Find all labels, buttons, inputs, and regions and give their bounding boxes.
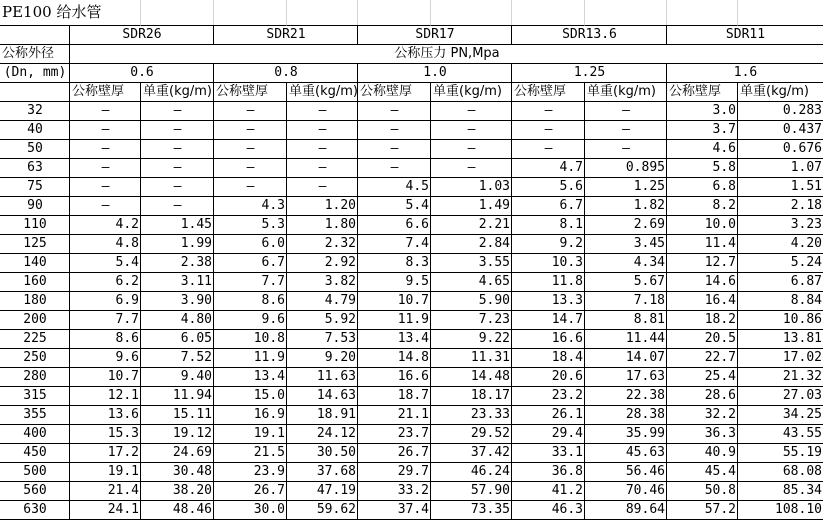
- wall-thickness-cell[interactable]: 25.4: [666, 367, 738, 387]
- diameter-cell[interactable]: 75: [0, 177, 70, 197]
- unit-weight-cell[interactable]: 9.20: [286, 348, 358, 368]
- wall-thickness-cell[interactable]: 12.7: [666, 253, 738, 273]
- wall-thickness-cell[interactable]: —: [357, 101, 431, 121]
- unit-weight-cell[interactable]: 73.35: [430, 500, 512, 520]
- unit-weight-cell[interactable]: —: [286, 120, 358, 140]
- wall-thickness-cell[interactable]: 22.7: [666, 348, 738, 368]
- unit-weight-cell[interactable]: —: [140, 196, 214, 216]
- wall-thickness-cell[interactable]: 23.7: [357, 424, 431, 444]
- wall-thickness-cell[interactable]: 17.2: [69, 443, 141, 463]
- wall-thickness-cell[interactable]: 4.2: [69, 215, 141, 235]
- wall-thickness-cell[interactable]: 11.9: [357, 310, 431, 330]
- wall-thickness-cell[interactable]: —: [213, 158, 287, 178]
- unit-weight-cell[interactable]: 17.02: [737, 348, 823, 368]
- unit-weight-cell[interactable]: 8.84: [737, 291, 823, 311]
- unit-weight-cell[interactable]: 3.23: [737, 215, 823, 235]
- sdr-header-sdr26[interactable]: SDR26: [69, 25, 214, 45]
- unit-weight-cell[interactable]: 1.49: [430, 196, 512, 216]
- wall-thickness-cell[interactable]: 6.8: [666, 177, 738, 197]
- wall-thickness-cell[interactable]: 8.6: [213, 291, 287, 311]
- diameter-cell[interactable]: 140: [0, 253, 70, 273]
- wall-thickness-cell[interactable]: 16.4: [666, 291, 738, 311]
- col-header-unit-weight[interactable]: 单重(kg/m): [140, 82, 214, 102]
- empty-cell[interactable]: [666, 0, 738, 26]
- unit-weight-cell[interactable]: 2.21: [430, 215, 512, 235]
- col-header-unit-weight[interactable]: 单重(kg/m): [286, 82, 358, 102]
- unit-weight-cell[interactable]: 2.92: [286, 253, 358, 273]
- unit-weight-cell[interactable]: 7.18: [584, 291, 667, 311]
- unit-weight-cell[interactable]: 30.48: [140, 462, 214, 482]
- wall-thickness-cell[interactable]: —: [357, 158, 431, 178]
- sdr-header-sdr21[interactable]: SDR21: [213, 25, 358, 45]
- unit-weight-cell[interactable]: 37.42: [430, 443, 512, 463]
- wall-thickness-cell[interactable]: —: [357, 120, 431, 140]
- wall-thickness-cell[interactable]: 20.6: [511, 367, 585, 387]
- wall-thickness-cell[interactable]: 6.6: [357, 215, 431, 235]
- unit-weight-cell[interactable]: 59.62: [286, 500, 358, 520]
- unit-weight-cell[interactable]: —: [430, 120, 512, 140]
- empty-cell[interactable]: [357, 0, 431, 26]
- unit-weight-cell[interactable]: 1.45: [140, 215, 214, 235]
- unit-weight-cell[interactable]: 11.63: [286, 367, 358, 387]
- unit-weight-cell[interactable]: 1.20: [286, 196, 358, 216]
- wall-thickness-cell[interactable]: 18.2: [666, 310, 738, 330]
- diameter-cell[interactable]: 315: [0, 386, 70, 406]
- diameter-cell[interactable]: 180: [0, 291, 70, 311]
- wall-thickness-cell[interactable]: —: [69, 177, 141, 197]
- unit-weight-cell[interactable]: 23.33: [430, 405, 512, 425]
- wall-thickness-cell[interactable]: 5.6: [511, 177, 585, 197]
- unit-weight-cell[interactable]: —: [286, 177, 358, 197]
- wall-thickness-cell[interactable]: 7.7: [69, 310, 141, 330]
- diameter-cell[interactable]: 40: [0, 120, 70, 140]
- unit-weight-cell[interactable]: 43.55: [737, 424, 823, 444]
- unit-weight-cell[interactable]: 46.24: [430, 462, 512, 482]
- wall-thickness-cell[interactable]: 33.1: [511, 443, 585, 463]
- wall-thickness-cell[interactable]: 14.8: [357, 348, 431, 368]
- wall-thickness-cell[interactable]: 7.4: [357, 234, 431, 254]
- wall-thickness-cell[interactable]: 4.8: [69, 234, 141, 254]
- unit-weight-cell[interactable]: 38.20: [140, 481, 214, 501]
- wall-thickness-cell[interactable]: —: [511, 101, 585, 121]
- col-header-wall-thickness[interactable]: 公称壁厚: [357, 82, 431, 102]
- wall-thickness-cell[interactable]: 7.7: [213, 272, 287, 292]
- unit-weight-cell[interactable]: 14.07: [584, 348, 667, 368]
- unit-weight-cell[interactable]: 15.11: [140, 405, 214, 425]
- wall-thickness-cell[interactable]: 36.3: [666, 424, 738, 444]
- unit-weight-cell[interactable]: —: [140, 139, 214, 159]
- unit-weight-cell[interactable]: 11.44: [584, 329, 667, 349]
- wall-thickness-cell[interactable]: 16.9: [213, 405, 287, 425]
- unit-weight-cell[interactable]: 0.437: [737, 120, 823, 140]
- unit-weight-cell[interactable]: 22.38: [584, 386, 667, 406]
- unit-weight-cell[interactable]: 89.64: [584, 500, 667, 520]
- diameter-cell[interactable]: 63: [0, 158, 70, 178]
- col-header-wall-thickness[interactable]: 公称壁厚: [666, 82, 738, 102]
- wall-thickness-cell[interactable]: 11.9: [213, 348, 287, 368]
- empty-cell[interactable]: [584, 0, 667, 26]
- unit-weight-cell[interactable]: 5.90: [430, 291, 512, 311]
- unit-weight-cell[interactable]: 6.87: [737, 272, 823, 292]
- wall-thickness-cell[interactable]: —: [213, 139, 287, 159]
- unit-weight-cell[interactable]: 35.99: [584, 424, 667, 444]
- wall-thickness-cell[interactable]: 28.6: [666, 386, 738, 406]
- unit-weight-cell[interactable]: 4.20: [737, 234, 823, 254]
- wall-thickness-cell[interactable]: 6.7: [511, 196, 585, 216]
- wall-thickness-cell[interactable]: 36.8: [511, 462, 585, 482]
- wall-thickness-cell[interactable]: 26.1: [511, 405, 585, 425]
- unit-weight-cell[interactable]: 3.90: [140, 291, 214, 311]
- wall-thickness-cell[interactable]: 5.8: [666, 158, 738, 178]
- unit-weight-cell[interactable]: —: [140, 158, 214, 178]
- unit-weight-cell[interactable]: —: [286, 158, 358, 178]
- sdr-header-sdr17[interactable]: SDR17: [357, 25, 512, 45]
- wall-thickness-cell[interactable]: 9.2: [511, 234, 585, 254]
- diameter-unit[interactable]: (Dn, mm): [0, 63, 70, 83]
- unit-weight-cell[interactable]: 4.65: [430, 272, 512, 292]
- wall-thickness-cell[interactable]: 23.9: [213, 462, 287, 482]
- unit-weight-cell[interactable]: 21.32: [737, 367, 823, 387]
- wall-thickness-cell[interactable]: —: [69, 101, 141, 121]
- wall-thickness-cell[interactable]: 13.4: [357, 329, 431, 349]
- unit-weight-cell[interactable]: 0.676: [737, 139, 823, 159]
- unit-weight-cell[interactable]: 4.79: [286, 291, 358, 311]
- wall-thickness-cell[interactable]: —: [213, 120, 287, 140]
- wall-thickness-cell[interactable]: 9.5: [357, 272, 431, 292]
- wall-thickness-cell[interactable]: 3.7: [666, 120, 738, 140]
- wall-thickness-cell[interactable]: 4.3: [213, 196, 287, 216]
- unit-weight-cell[interactable]: 34.25: [737, 405, 823, 425]
- pressure-value[interactable]: 1.25: [511, 63, 667, 83]
- wall-thickness-cell[interactable]: 6.9: [69, 291, 141, 311]
- wall-thickness-cell[interactable]: 5.4: [69, 253, 141, 273]
- unit-weight-cell[interactable]: 3.82: [286, 272, 358, 292]
- unit-weight-cell[interactable]: 19.12: [140, 424, 214, 444]
- wall-thickness-cell[interactable]: 21.1: [357, 405, 431, 425]
- wall-thickness-cell[interactable]: 4.5: [357, 177, 431, 197]
- unit-weight-cell[interactable]: 29.52: [430, 424, 512, 444]
- diameter-cell[interactable]: 110: [0, 215, 70, 235]
- wall-thickness-cell[interactable]: 16.6: [511, 329, 585, 349]
- wall-thickness-cell[interactable]: —: [511, 120, 585, 140]
- wall-thickness-cell[interactable]: —: [69, 120, 141, 140]
- unit-weight-cell[interactable]: 1.82: [584, 196, 667, 216]
- unit-weight-cell[interactable]: 5.67: [584, 272, 667, 292]
- unit-weight-cell[interactable]: 70.46: [584, 481, 667, 501]
- diameter-cell[interactable]: 125: [0, 234, 70, 254]
- unit-weight-cell[interactable]: 68.08: [737, 462, 823, 482]
- wall-thickness-cell[interactable]: 24.1: [69, 500, 141, 520]
- col-header-unit-weight[interactable]: 单重(kg/m): [584, 82, 667, 102]
- unit-weight-cell[interactable]: 30.50: [286, 443, 358, 463]
- pressure-label[interactable]: 公称压力 PN,Mpa: [69, 44, 823, 64]
- unit-weight-cell[interactable]: 3.55: [430, 253, 512, 273]
- unit-weight-cell[interactable]: 7.23: [430, 310, 512, 330]
- empty-cell[interactable]: [0, 82, 70, 102]
- diameter-cell[interactable]: 32: [0, 101, 70, 121]
- unit-weight-cell[interactable]: 47.19: [286, 481, 358, 501]
- unit-weight-cell[interactable]: 5.24: [737, 253, 823, 273]
- wall-thickness-cell[interactable]: 29.7: [357, 462, 431, 482]
- unit-weight-cell[interactable]: 3.45: [584, 234, 667, 254]
- unit-weight-cell[interactable]: 1.80: [286, 215, 358, 235]
- diameter-cell[interactable]: 500: [0, 462, 70, 482]
- unit-weight-cell[interactable]: 3.11: [140, 272, 214, 292]
- unit-weight-cell[interactable]: 2.84: [430, 234, 512, 254]
- col-header-wall-thickness[interactable]: 公称壁厚: [511, 82, 585, 102]
- wall-thickness-cell[interactable]: 19.1: [69, 462, 141, 482]
- unit-weight-cell[interactable]: 2.32: [286, 234, 358, 254]
- unit-weight-cell[interactable]: 24.12: [286, 424, 358, 444]
- wall-thickness-cell[interactable]: 10.7: [69, 367, 141, 387]
- wall-thickness-cell[interactable]: 10.7: [357, 291, 431, 311]
- sdr-header-sdr13-6[interactable]: SDR13.6: [511, 25, 667, 45]
- wall-thickness-cell[interactable]: 21.5: [213, 443, 287, 463]
- unit-weight-cell[interactable]: 55.19: [737, 443, 823, 463]
- unit-weight-cell[interactable]: —: [430, 139, 512, 159]
- wall-thickness-cell[interactable]: 32.2: [666, 405, 738, 425]
- wall-thickness-cell[interactable]: 10.3: [511, 253, 585, 273]
- unit-weight-cell[interactable]: 2.69: [584, 215, 667, 235]
- unit-weight-cell[interactable]: 1.25: [584, 177, 667, 197]
- unit-weight-cell[interactable]: —: [140, 120, 214, 140]
- diameter-cell[interactable]: 355: [0, 405, 70, 425]
- empty-cell[interactable]: [140, 0, 214, 26]
- unit-weight-cell[interactable]: —: [286, 139, 358, 159]
- empty-cell[interactable]: [286, 0, 358, 26]
- unit-weight-cell[interactable]: 56.46: [584, 462, 667, 482]
- wall-thickness-cell[interactable]: 8.1: [511, 215, 585, 235]
- wall-thickness-cell[interactable]: —: [357, 139, 431, 159]
- unit-weight-cell[interactable]: 4.80: [140, 310, 214, 330]
- wall-thickness-cell[interactable]: 9.6: [69, 348, 141, 368]
- wall-thickness-cell[interactable]: —: [213, 101, 287, 121]
- unit-weight-cell[interactable]: —: [584, 139, 667, 159]
- wall-thickness-cell[interactable]: 3.0: [666, 101, 738, 121]
- wall-thickness-cell[interactable]: 6.0: [213, 234, 287, 254]
- wall-thickness-cell[interactable]: 6.7: [213, 253, 287, 273]
- empty-cell[interactable]: [0, 25, 70, 45]
- sheet-title[interactable]: PE100 给水管: [0, 0, 141, 26]
- empty-cell[interactable]: [213, 0, 287, 26]
- unit-weight-cell[interactable]: 1.03: [430, 177, 512, 197]
- unit-weight-cell[interactable]: 2.18: [737, 196, 823, 216]
- unit-weight-cell[interactable]: 108.10: [737, 500, 823, 520]
- unit-weight-cell[interactable]: 17.63: [584, 367, 667, 387]
- unit-weight-cell[interactable]: 7.52: [140, 348, 214, 368]
- wall-thickness-cell[interactable]: 57.2: [666, 500, 738, 520]
- wall-thickness-cell[interactable]: 5.3: [213, 215, 287, 235]
- unit-weight-cell[interactable]: 1.99: [140, 234, 214, 254]
- unit-weight-cell[interactable]: —: [584, 120, 667, 140]
- wall-thickness-cell[interactable]: 8.3: [357, 253, 431, 273]
- diameter-cell[interactable]: 560: [0, 481, 70, 501]
- wall-thickness-cell[interactable]: 5.4: [357, 196, 431, 216]
- pressure-value[interactable]: 1.0: [357, 63, 512, 83]
- empty-cell[interactable]: [430, 0, 512, 26]
- wall-thickness-cell[interactable]: 46.3: [511, 500, 585, 520]
- wall-thickness-cell[interactable]: 23.2: [511, 386, 585, 406]
- wall-thickness-cell[interactable]: 18.4: [511, 348, 585, 368]
- wall-thickness-cell[interactable]: 10.0: [666, 215, 738, 235]
- wall-thickness-cell[interactable]: 15.3: [69, 424, 141, 444]
- wall-thickness-cell[interactable]: 16.6: [357, 367, 431, 387]
- unit-weight-cell[interactable]: 45.63: [584, 443, 667, 463]
- wall-thickness-cell[interactable]: 13.4: [213, 367, 287, 387]
- diameter-cell[interactable]: 50: [0, 139, 70, 159]
- wall-thickness-cell[interactable]: 37.4: [357, 500, 431, 520]
- wall-thickness-cell[interactable]: 29.4: [511, 424, 585, 444]
- wall-thickness-cell[interactable]: —: [69, 158, 141, 178]
- wall-thickness-cell[interactable]: 40.9: [666, 443, 738, 463]
- unit-weight-cell[interactable]: 10.86: [737, 310, 823, 330]
- wall-thickness-cell[interactable]: 13.3: [511, 291, 585, 311]
- unit-weight-cell[interactable]: 6.05: [140, 329, 214, 349]
- wall-thickness-cell[interactable]: 13.6: [69, 405, 141, 425]
- unit-weight-cell[interactable]: —: [140, 177, 214, 197]
- col-header-wall-thickness[interactable]: 公称壁厚: [213, 82, 287, 102]
- unit-weight-cell[interactable]: 9.22: [430, 329, 512, 349]
- wall-thickness-cell[interactable]: 12.1: [69, 386, 141, 406]
- wall-thickness-cell[interactable]: 50.8: [666, 481, 738, 501]
- unit-weight-cell[interactable]: —: [430, 158, 512, 178]
- unit-weight-cell[interactable]: 14.63: [286, 386, 358, 406]
- wall-thickness-cell[interactable]: —: [213, 177, 287, 197]
- diameter-cell[interactable]: 400: [0, 424, 70, 444]
- unit-weight-cell[interactable]: —: [286, 101, 358, 121]
- unit-weight-cell[interactable]: 11.31: [430, 348, 512, 368]
- wall-thickness-cell[interactable]: 15.0: [213, 386, 287, 406]
- wall-thickness-cell[interactable]: 11.4: [666, 234, 738, 254]
- diameter-cell[interactable]: 225: [0, 329, 70, 349]
- unit-weight-cell[interactable]: 13.81: [737, 329, 823, 349]
- wall-thickness-cell[interactable]: 14.6: [666, 272, 738, 292]
- sdr-header-sdr11[interactable]: SDR11: [666, 25, 823, 45]
- wall-thickness-cell[interactable]: 33.2: [357, 481, 431, 501]
- diameter-cell[interactable]: 450: [0, 443, 70, 463]
- unit-weight-cell[interactable]: 8.81: [584, 310, 667, 330]
- unit-weight-cell[interactable]: 57.90: [430, 481, 512, 501]
- wall-thickness-cell[interactable]: 18.7: [357, 386, 431, 406]
- wall-thickness-cell[interactable]: 21.4: [69, 481, 141, 501]
- unit-weight-cell[interactable]: 27.03: [737, 386, 823, 406]
- wall-thickness-cell[interactable]: 20.5: [666, 329, 738, 349]
- wall-thickness-cell[interactable]: 19.1: [213, 424, 287, 444]
- wall-thickness-cell[interactable]: 4.7: [511, 158, 585, 178]
- pressure-value[interactable]: 0.6: [69, 63, 214, 83]
- empty-cell[interactable]: [737, 0, 823, 26]
- diameter-cell[interactable]: 200: [0, 310, 70, 330]
- unit-weight-cell[interactable]: 9.40: [140, 367, 214, 387]
- unit-weight-cell[interactable]: 24.69: [140, 443, 214, 463]
- unit-weight-cell[interactable]: 4.34: [584, 253, 667, 273]
- diameter-cell[interactable]: 250: [0, 348, 70, 368]
- wall-thickness-cell[interactable]: 41.2: [511, 481, 585, 501]
- unit-weight-cell[interactable]: 48.46: [140, 500, 214, 520]
- unit-weight-cell[interactable]: 5.92: [286, 310, 358, 330]
- diameter-cell[interactable]: 160: [0, 272, 70, 292]
- unit-weight-cell[interactable]: 0.895: [584, 158, 667, 178]
- diameter-cell[interactable]: 90: [0, 196, 70, 216]
- pressure-value[interactable]: 0.8: [213, 63, 358, 83]
- unit-weight-cell[interactable]: —: [584, 101, 667, 121]
- unit-weight-cell[interactable]: 7.53: [286, 329, 358, 349]
- diameter-label[interactable]: 公称外径: [0, 44, 70, 64]
- unit-weight-cell[interactable]: —: [140, 101, 214, 121]
- unit-weight-cell[interactable]: 1.51: [737, 177, 823, 197]
- wall-thickness-cell[interactable]: 4.6: [666, 139, 738, 159]
- wall-thickness-cell[interactable]: 45.4: [666, 462, 738, 482]
- unit-weight-cell[interactable]: 0.283: [737, 101, 823, 121]
- wall-thickness-cell[interactable]: 10.8: [213, 329, 287, 349]
- wall-thickness-cell[interactable]: 26.7: [357, 443, 431, 463]
- unit-weight-cell[interactable]: 14.48: [430, 367, 512, 387]
- pressure-value[interactable]: 1.6: [666, 63, 823, 83]
- unit-weight-cell[interactable]: 11.94: [140, 386, 214, 406]
- unit-weight-cell[interactable]: 37.68: [286, 462, 358, 482]
- unit-weight-cell[interactable]: 18.91: [286, 405, 358, 425]
- unit-weight-cell[interactable]: 18.17: [430, 386, 512, 406]
- unit-weight-cell[interactable]: 85.34: [737, 481, 823, 501]
- unit-weight-cell[interactable]: 1.07: [737, 158, 823, 178]
- unit-weight-cell[interactable]: 28.38: [584, 405, 667, 425]
- wall-thickness-cell[interactable]: 14.7: [511, 310, 585, 330]
- wall-thickness-cell[interactable]: 11.8: [511, 272, 585, 292]
- wall-thickness-cell[interactable]: —: [511, 139, 585, 159]
- col-header-unit-weight[interactable]: 单重(kg/m): [737, 82, 823, 102]
- wall-thickness-cell[interactable]: —: [69, 139, 141, 159]
- unit-weight-cell[interactable]: 2.38: [140, 253, 214, 273]
- col-header-unit-weight[interactable]: 单重(kg/m): [430, 82, 512, 102]
- wall-thickness-cell[interactable]: 6.2: [69, 272, 141, 292]
- wall-thickness-cell[interactable]: 8.6: [69, 329, 141, 349]
- diameter-cell[interactable]: 280: [0, 367, 70, 387]
- wall-thickness-cell[interactable]: 30.0: [213, 500, 287, 520]
- empty-cell[interactable]: [511, 0, 585, 26]
- diameter-cell[interactable]: 630: [0, 500, 70, 520]
- wall-thickness-cell[interactable]: 26.7: [213, 481, 287, 501]
- wall-thickness-cell[interactable]: 9.6: [213, 310, 287, 330]
- col-header-wall-thickness[interactable]: 公称壁厚: [69, 82, 141, 102]
- unit-weight-cell[interactable]: —: [430, 101, 512, 121]
- wall-thickness-cell[interactable]: 8.2: [666, 196, 738, 216]
- wall-thickness-cell[interactable]: —: [69, 196, 141, 216]
